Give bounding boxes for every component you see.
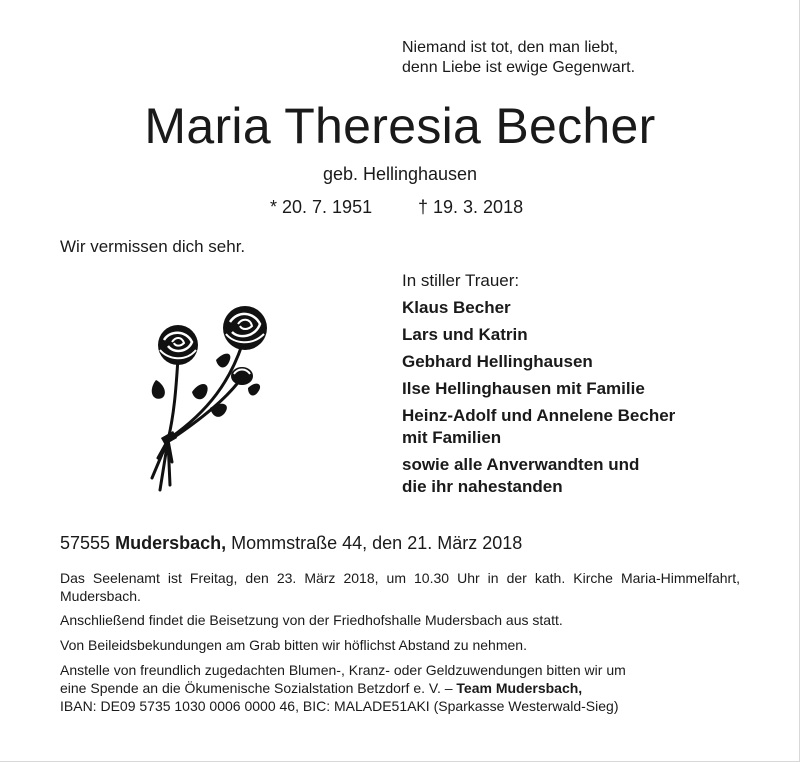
- mourner-entry: Klaus Becher: [402, 298, 511, 317]
- mourner-entry: Gebhard Hellinghausen: [402, 352, 593, 371]
- death-date: † 19. 3. 2018: [418, 197, 524, 217]
- farewell-message: Wir vermissen dich sehr.: [60, 237, 246, 256]
- epitaph-quote: [402, 38, 635, 78]
- condolence-notice: Von Beileidsbekundungen am Grab bitten wir höflichst Abstand zu nehmen.: [60, 637, 527, 653]
- birth-date: * 20. 7. 1951: [270, 197, 373, 217]
- mourner-entry-line: die ihr nahestanden: [402, 477, 563, 496]
- donation-team: Team Mudersbach,: [456, 680, 583, 696]
- mourner-entry: Lars und Katrin: [402, 325, 528, 344]
- street-and-date: Mommstraße 44, den 21. März 2018: [231, 533, 523, 553]
- postcode: 57555: [60, 533, 111, 553]
- mourners-block: [402, 270, 742, 503]
- mourner-entry: [402, 405, 742, 449]
- mourner-entry: [402, 454, 742, 498]
- bank-details: IBAN: DE09 5735 1030 0006 0000 46, BIC: MALADE51AKI (Sparkasse Westerwald-Sieg): [60, 698, 619, 714]
- burial-notice: Anschließend findet die Beisetzung von der Friedhofshalle Mudersbach aus statt.: [60, 612, 563, 628]
- quote-line-1: Niemand ist tot, den man liebt,: [402, 39, 619, 56]
- address-line: [60, 532, 522, 554]
- donation-notice: [60, 661, 740, 715]
- donation-line-1: Anstelle von freundlich zugedachten Blumen-, Kranz- oder Geldzuwendungen bitten wir um: [60, 662, 626, 678]
- mourner-entry-line: sowie alle Anverwandten und: [402, 455, 640, 474]
- birth-name: geb. Hellinghausen: [322, 164, 478, 184]
- town: Mudersbach,: [115, 533, 227, 553]
- mourner-entry: Ilse Hellinghausen mit Familie: [402, 379, 645, 398]
- donation-line-2: [60, 679, 740, 697]
- mourning-intro: In stiller Trauer:: [402, 271, 520, 290]
- mourner-entry-line: Heinz-Adolf und Annelene Becher: [402, 406, 676, 425]
- mourner-entry-line: mit Familien: [402, 428, 502, 447]
- quote-line-2: denn Liebe ist ewige Gegenwart.: [402, 59, 636, 76]
- deceased-name: Maria Theresia Becher: [144, 98, 656, 154]
- roses-icon: [130, 300, 290, 500]
- donation-recipient: eine Spende an die Ökumenische Sozialstation Betzdorf e. V. –: [60, 680, 453, 696]
- requiem-notice: Das Seelenamt ist Freitag, den 23. März 2018, um 10.30 Uhr in der kath. Kirche Maria-Himmelfahrt, Mudersbach.: [60, 570, 740, 604]
